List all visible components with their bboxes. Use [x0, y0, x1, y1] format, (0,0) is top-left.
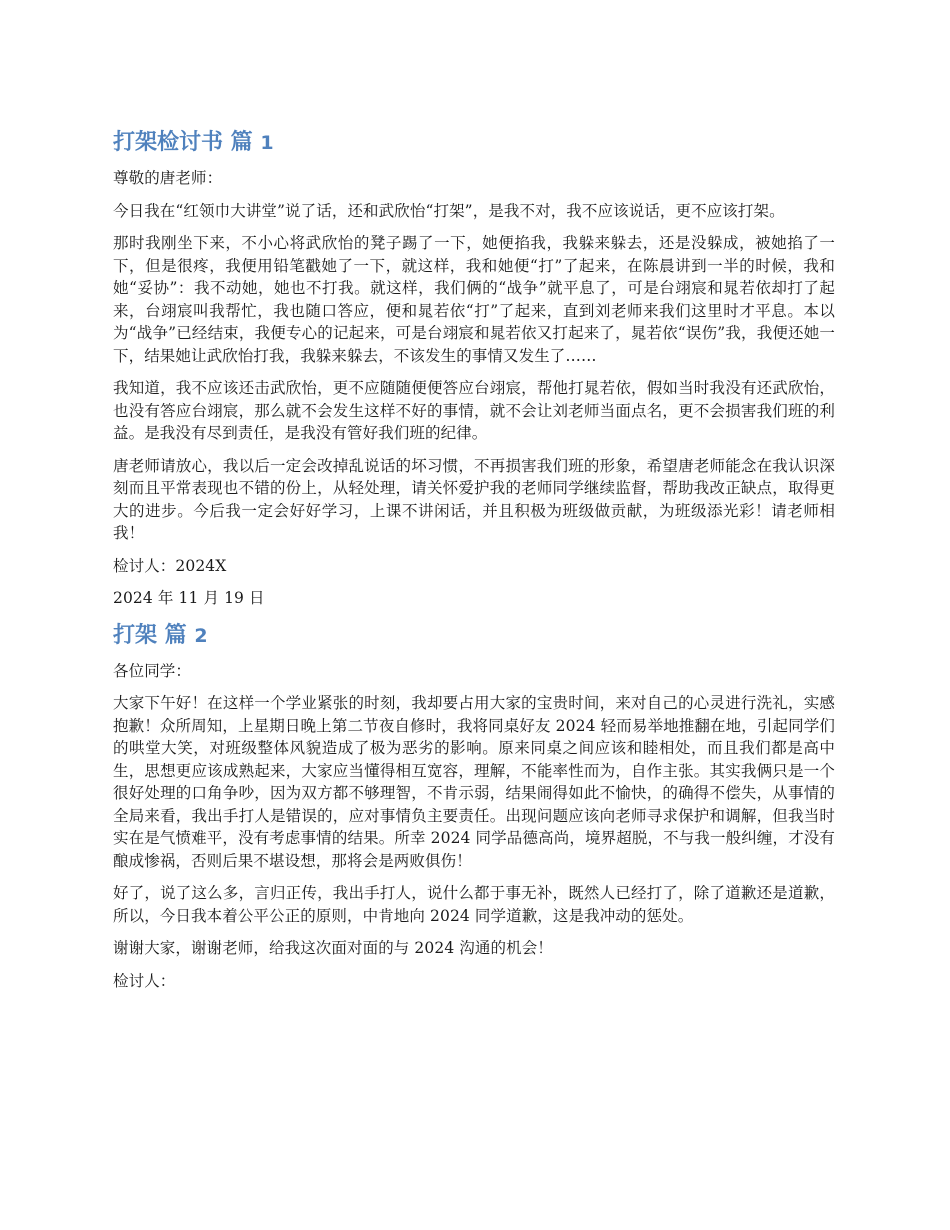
section-1-paragraph-4: 唐老师请放心，我以后一定会改掉乱说话的坏习惯，不再损害我们班的形象，希望唐老师能念在我认识深刻而且平常表现也不错的份上，从轻处理，请关怀爱护我的老师同学继续监督，帮助我改正缺点，取得更大的进步。今后我一定会好好学习，上课不讲闲话，并且积极为班级做贡献，为班级添光彩！请老师相我！ [113, 456, 835, 542]
section-2-title-number: 2 [194, 624, 208, 647]
section-1-paragraph-1: 今日我在“红领巾大讲堂”说了话，还和武欣怡“打架”，是我不对，我不应该说话，更不应该打架。 [113, 201, 785, 220]
section-2-paragraph-1: 大家下午好！在这样一个学业紧张的时刻，我却要占用大家的宝贵时间，来对自己的心灵进行洗礼，实感抱歉！众所周知，上星期日晚上第二节夜自修时，我将同桌好友 2024 轻而易举地推翻在地，引起同学们的哄堂大笑，对班级整体风貌造成了极为恶劣的影响。原来同桌之间应该和睦相处，而且我们都是高中生，思想更应该成熟起来，大家应当懂得相互宽容，理解，不能率性而为，自作主张。其实我俩只是一个很好处理的口角争吵，因为双方都不够理智，不肯示弱，结果闹得如此不愉快，的确得不偿失，从事情的全局来看，我出手打人是错误的，应对事情负主要责任。出现问题应该向老师寻求保护和调解，但我当时实在是气愤难平，没有考虑事情的结果。所幸 2024 同学品德高尚，境界超脱，不与我一般纠缠，才没有酿成惨祸，否则后果不堪设想，那将会是两败俱伤！ [113, 694, 835, 870]
section-1-title-text: 打架检讨书 篇 [113, 130, 253, 155]
section-1-paragraph-2: 那时我刚坐下来，不小心将武欣怡的凳子踢了一下，她便掐我，我躲来躲去，还是没躲成，被她掐了一下，但是很疼，我便用铅笔戳她了一下，就这样，我和她便“打”了起来，在陈晨讲到一半的时候，我和她“妥协”：我不动她，她也不打我。就这样，我们俩的“战争”就平息了，可是台翊宸和晁若依却打了起来，台翊宸叫我帮忙，我也随口答应，便和晁若依“打”了起来，直到刘老师来我们这里时才平息。本以为“战争”已经结束，我便专心的记起来，可是台翊宸和晁若依又打起来了，晁若依“误伤”我，我便还她一下，结果她让武欣怡打我，我躲来躲去，不该发生的事情又发生了…… [113, 234, 835, 365]
section-1-date: 2024 年 11 月 19 日 [113, 589, 265, 607]
section-2-title-text: 打架 篇 [113, 622, 187, 648]
section-1-title [113, 127, 835, 159]
section-2-salutation: 各位同学： [113, 661, 192, 680]
document-page [113, 127, 835, 1002]
section-2-paragraph-3: 谢谢大家，谢谢老师，给我这次面对面的与 2024 沟通的机会！ [113, 939, 553, 957]
section-1-salutation: 尊敬的唐老师： [113, 169, 223, 187]
section-1-title-number: 1 [260, 132, 274, 154]
section-1-signer: 检讨人：2024X [113, 556, 227, 575]
section-1-paragraph-3: 我知道，我不应该还击武欣怡，更不应随随便便答应台翊宸，帮他打晁若依，假如当时我没有还武欣怡，也没有答应台翊宸，那么就不会发生这样不好的事情，就不会让刘老师当面点名，更不会损害我们班的利益。是我没有尽到责任，是我没有管好我们班的纪律。 [113, 379, 835, 442]
section-2-signer: 检讨人： [113, 971, 176, 990]
section-2-paragraph-2: 好了，说了这么多，言归正传，我出手打人，说什么都于事无补，既然人已经打了，除了道歉还是道歉，所以，今日我本着公平公正的原则，中肯地向 2024 同学道歉，这是我冲动的惩处。 [113, 884, 835, 925]
section-2-title [113, 620, 835, 652]
